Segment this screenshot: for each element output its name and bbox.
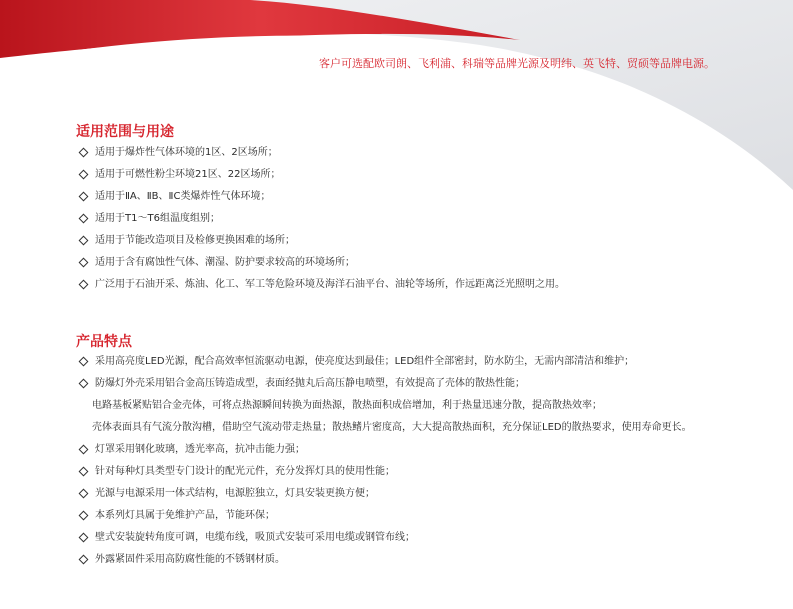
list-item: 光源与电源采用一体式结构，电源腔独立，灯具安装更换方便； (78, 489, 692, 511)
list-item-continuation: 电路基板紧贴铝合金壳体，可将点热源瞬间转换为面热源，散热面积成倍增加，利于热量迅速分散，提高散热效率； (92, 400, 602, 411)
list-item: 壁式安装旋转角度可调，电缆布线，吸顶式安装可采用电缆或钢管布线； (78, 533, 692, 555)
diamond-bullet-icon (79, 357, 89, 367)
diamond-bullet-icon (79, 445, 89, 455)
list-item: 外露紧固件采用高防腐性能的不锈钢材质。 (78, 555, 692, 577)
diamond-bullet-icon (79, 258, 89, 268)
list-item: 适用于可燃性粉尘环境21区、22区场所； (78, 170, 565, 192)
list-item: 针对每种灯具类型专门设计的配光元件，充分发挥灯具的使用性能； (78, 467, 692, 489)
list-item: 本系列灯具属于免维护产品，节能环保； (78, 511, 692, 533)
list-item: 广泛用于石油开采、炼油、化工、军工等危险环境及海洋石油平台、油轮等场所，作远距离泛光照明之用。 (78, 280, 565, 302)
diamond-bullet-icon (79, 489, 89, 499)
applications-list (78, 148, 565, 302)
list-item: 适用于爆炸性气体环境的1区、2区场所； (78, 148, 565, 170)
list-item-continuation: 壳体表面具有气流分散沟槽，借助空气流动带走热量；散热鳍片密度高，大大提高散热面积，充分保证LED的散热要求，使用寿命更长。 (92, 422, 692, 433)
diamond-bullet-icon (79, 379, 89, 389)
applications-heading: 适用范围与用途 (76, 124, 174, 140)
diamond-bullet-icon (79, 467, 89, 477)
diamond-bullet-icon (79, 236, 89, 246)
list-item: 采用高亮度LED光源，配合高效率恒流驱动电源，使亮度达到最佳；LED组件全部密封，防水防尘，无需内部清洁和维护； (78, 357, 692, 379)
list-item: 适用于T1～T6组温度组别； (78, 214, 565, 236)
diamond-bullet-icon (79, 533, 89, 543)
diamond-bullet-icon (79, 555, 89, 565)
diamond-bullet-icon (79, 214, 89, 224)
features-heading: 产品特点 (76, 334, 132, 350)
diamond-bullet-icon (79, 280, 89, 290)
list-item: 防爆灯外壳采用铝合金高压铸造成型，表面经抛丸后高压静电喷塑，有效提高了壳体的散热性能； (78, 379, 692, 401)
diamond-bullet-icon (79, 511, 89, 521)
list-item: 适用于含有腐蚀性气体、潮湿、防护要求较高的环境场所； (78, 258, 565, 280)
diamond-bullet-icon (79, 148, 89, 158)
list-item: 灯罩采用钢化玻璃，透光率高，抗冲击能力强； (78, 445, 692, 467)
list-item: 适用于ⅡA、ⅡB、ⅡC类爆炸性气体环境； (78, 192, 565, 214)
brand-options-tagline: 客户可选配欧司朗、飞利浦、科瑞等品牌光源及明纬、英飞特、贸硕等品牌电源。 (319, 57, 715, 70)
diamond-bullet-icon (79, 170, 89, 180)
list-item: 适用于节能改造项目及检修更换困难的场所； (78, 236, 565, 258)
diamond-bullet-icon (79, 192, 89, 202)
features-list (78, 357, 692, 577)
